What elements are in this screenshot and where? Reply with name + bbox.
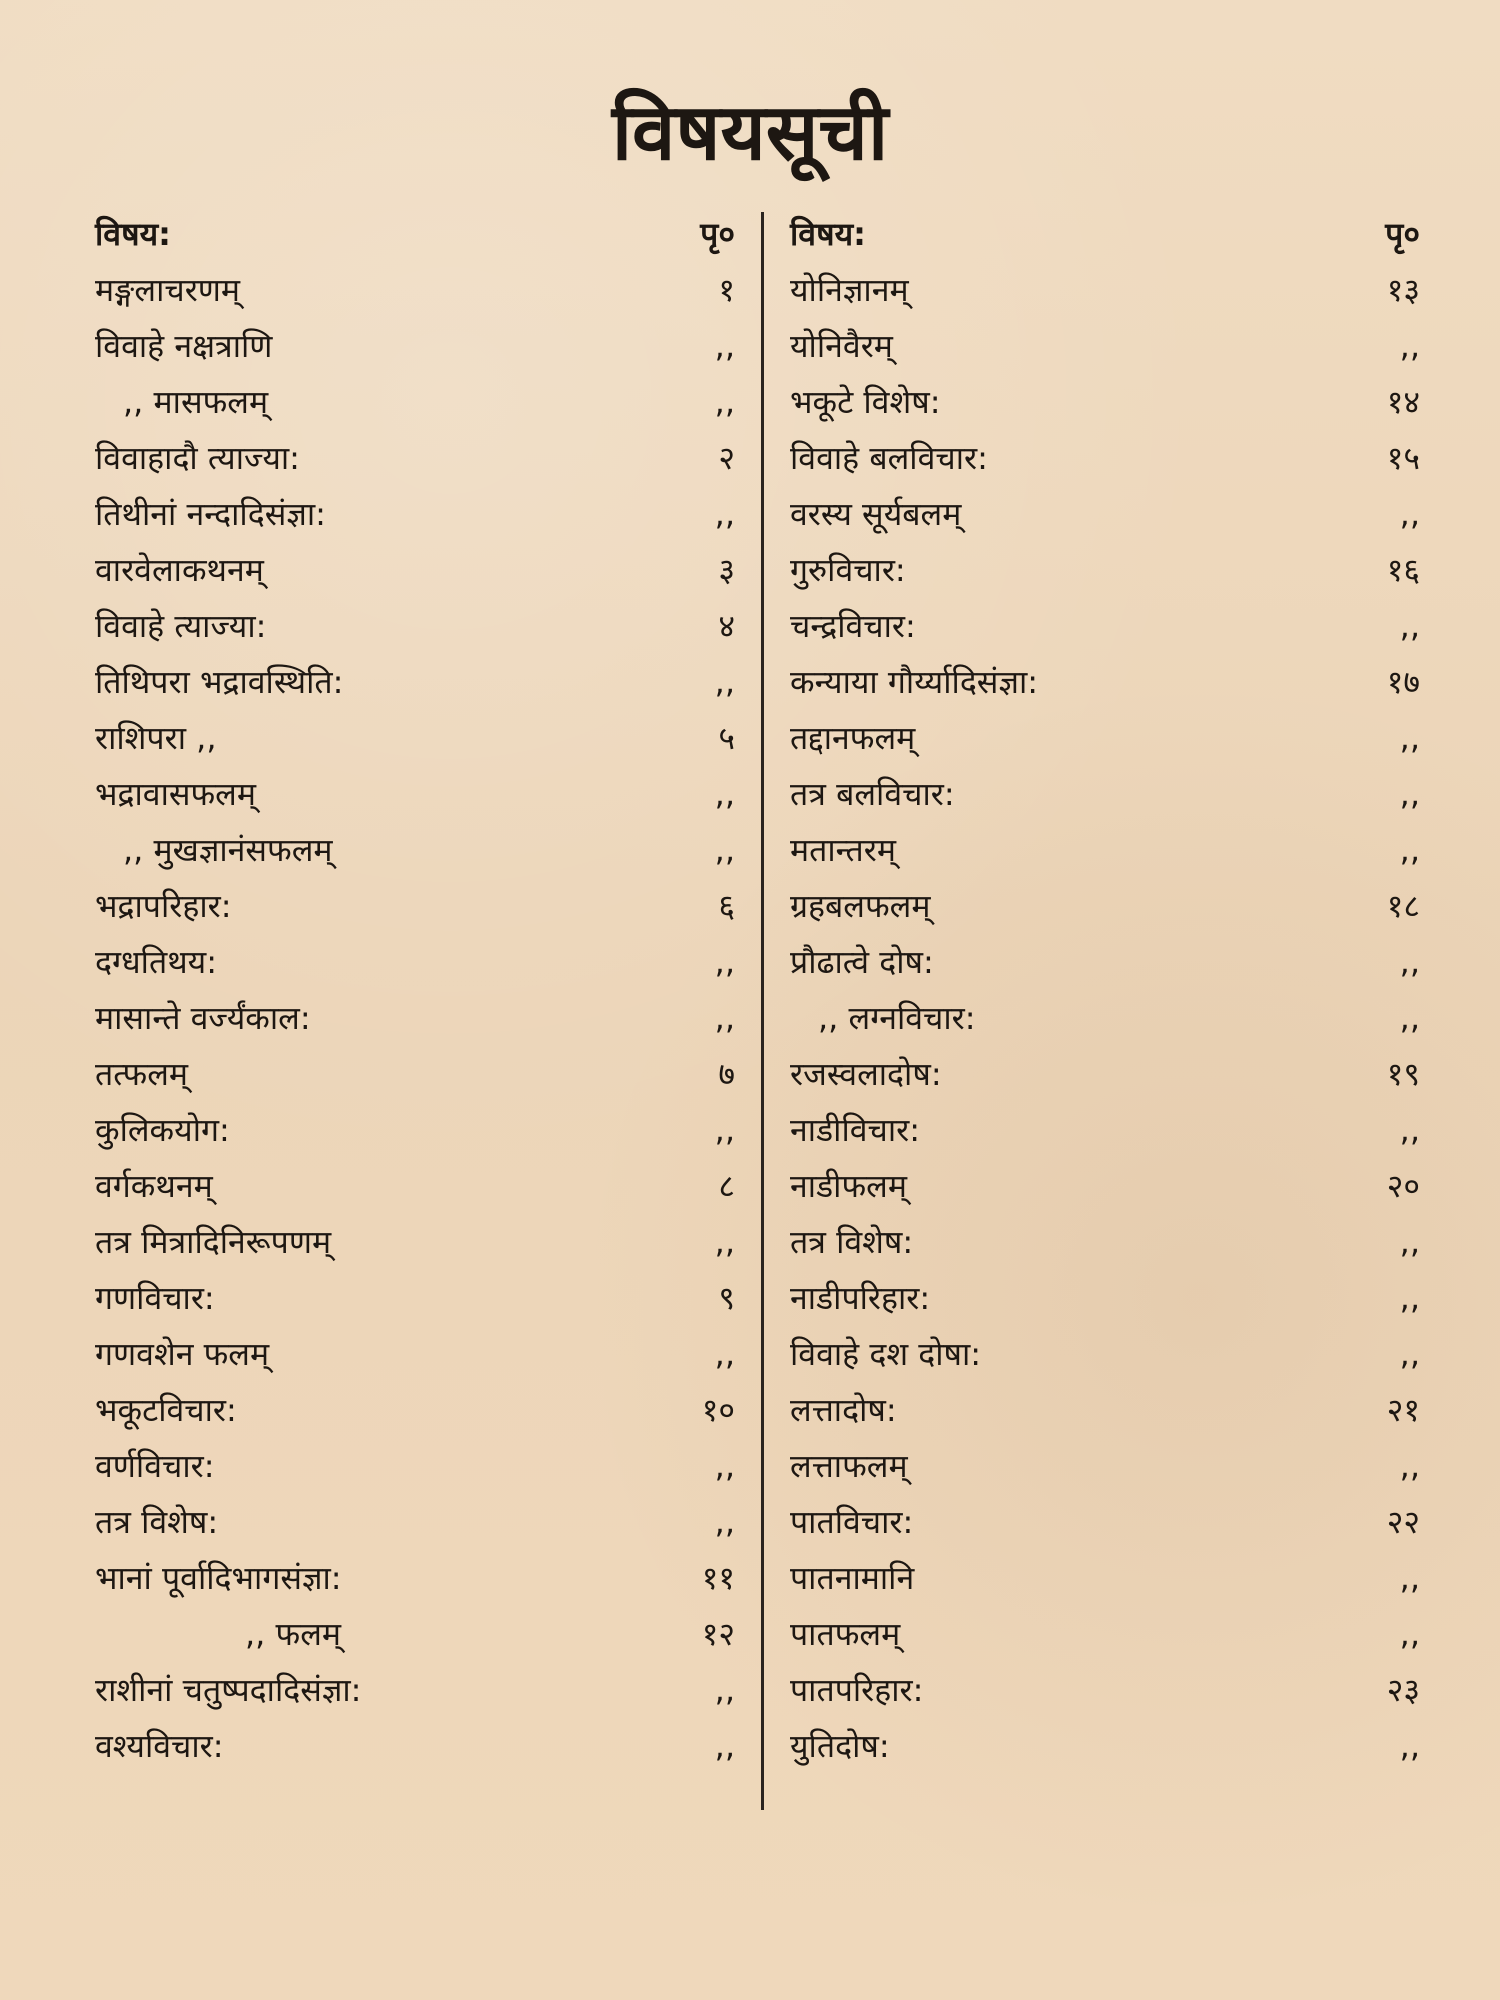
left-entry-13-label: दग्धतिथय:	[95, 943, 217, 981]
left-entry-12	[95, 880, 735, 932]
right-entry-10-page: ,,	[1399, 775, 1420, 813]
right-entry-19-label: नाडीपरिहार:	[790, 1279, 931, 1317]
left-entry-3-label: ,, मासफलम्	[123, 383, 269, 421]
left-entry-16	[95, 1104, 735, 1156]
right-entry-26-label: पातपरिहार:	[790, 1671, 924, 1709]
right-entry-10-label: तत्र बलविचार:	[790, 775, 955, 813]
left-entry-17	[95, 1160, 735, 1212]
left-entry-23-label: तत्र विशेष:	[95, 1503, 219, 1541]
right-entry-11	[790, 824, 1420, 876]
right-entry-14	[790, 992, 1420, 1044]
right-entry-1-label: योनिज्ञानम्	[790, 271, 909, 309]
left-entry-9-page: ५	[718, 719, 735, 757]
right-entry-9-page: ,,	[1399, 719, 1420, 757]
right-subject-header: विषय:	[790, 215, 866, 253]
right-entry-11-page: ,,	[1399, 831, 1420, 869]
left-entry-2-label: विवाहे नक्षत्राणि	[95, 327, 273, 365]
right-entry-15	[790, 1048, 1420, 1100]
right-entry-20-page: ,,	[1399, 1335, 1420, 1373]
left-page-header: पृ०	[700, 215, 735, 253]
right-entry-24-label: पातनामानि	[790, 1559, 915, 1597]
left-entry-14	[95, 992, 735, 1044]
left-entry-27	[95, 1720, 735, 1772]
left-entry-4	[95, 432, 735, 484]
right-entry-23-page: २२	[1386, 1503, 1420, 1541]
left-entry-27-page: ,,	[714, 1727, 735, 1765]
right-entry-1-page: १३	[1386, 271, 1420, 309]
left-entry-19-page: ९	[718, 1279, 735, 1317]
right-entry-3-label: भकूटे विशेष:	[790, 383, 941, 421]
left-entry-8-label: तिथिपरा भद्रावस्थिति:	[95, 663, 344, 701]
left-entry-22-page: ,,	[714, 1447, 735, 1485]
left-entry-21-page: १०	[701, 1391, 735, 1429]
right-entry-21	[790, 1384, 1420, 1436]
left-entry-22	[95, 1440, 735, 1492]
right-entry-22-label: लत्ताफलम्	[790, 1447, 908, 1485]
left-entry-19-label: गणविचार:	[95, 1279, 215, 1317]
right-entry-11-label: मतान्तरम्	[790, 831, 896, 869]
right-entry-7-label: चन्द्रविचार:	[790, 607, 916, 645]
right-entry-12	[790, 880, 1420, 932]
left-entry-25-label: ,, फलम्	[245, 1615, 342, 1653]
right-entry-10	[790, 768, 1420, 820]
right-entry-22-page: ,,	[1399, 1447, 1420, 1485]
right-entry-17-label: नाडीफलम्	[790, 1167, 907, 1205]
right-entry-23	[790, 1496, 1420, 1548]
right-entry-7-page: ,,	[1399, 607, 1420, 645]
left-entry-24	[95, 1552, 735, 1604]
left-entry-4-label: विवाहादौ त्याज्या:	[95, 439, 300, 477]
left-entry-16-label: कुलिकयोग:	[95, 1111, 230, 1149]
right-entry-15-label: रजस्वलादोष:	[790, 1055, 942, 1093]
right-entry-27-label: युतिदोष:	[790, 1727, 890, 1765]
left-entry-11-label: ,, मुखज्ञानंसफलम्	[123, 831, 333, 869]
page-title: विषयसूची	[611, 88, 889, 178]
left-entry-6	[95, 544, 735, 596]
left-entry-1-page: १	[718, 271, 735, 309]
right-entry-24-page: ,,	[1399, 1559, 1420, 1597]
left-entry-7	[95, 600, 735, 652]
left-entry-15-label: तत्फलम्	[95, 1055, 189, 1093]
left-entry-27-label: वश्यविचार:	[95, 1727, 224, 1765]
right-entry-20	[790, 1328, 1420, 1380]
left-entry-25	[95, 1608, 735, 1660]
left-entry-18	[95, 1216, 735, 1268]
left-entry-5-page: ,,	[714, 495, 735, 533]
right-entry-22	[790, 1440, 1420, 1492]
right-entry-9	[790, 712, 1420, 764]
left-entry-7-page: ४	[718, 607, 735, 645]
right-entry-21-label: लत्तादोष:	[790, 1391, 897, 1429]
right-entry-3-page: १४	[1386, 383, 1420, 421]
left-entry-22-label: वर्णविचार:	[95, 1447, 215, 1485]
left-entry-11-page: ,,	[714, 831, 735, 869]
left-entry-13-page: ,,	[714, 943, 735, 981]
left-entry-1	[95, 264, 735, 316]
left-entry-5-label: तिथीनां नन्दादिसंज्ञा:	[95, 495, 326, 533]
right-page-header: पृ०	[1385, 215, 1420, 253]
left-entry-15	[95, 1048, 735, 1100]
right-entry-21-page: २१	[1386, 1391, 1420, 1429]
left-entry-26	[95, 1664, 735, 1716]
right-entry-8	[790, 656, 1420, 708]
left-entry-26-page: ,,	[714, 1671, 735, 1709]
left-entry-15-page: ७	[718, 1055, 735, 1093]
left-entry-24-page: ११	[701, 1559, 735, 1597]
right-entry-14-label: ,, लग्नविचार:	[818, 999, 976, 1037]
left-entry-10-label: भद्रावासफलम्	[95, 775, 256, 813]
left-entry-14-page: ,,	[714, 999, 735, 1037]
column-divider	[761, 212, 764, 1810]
right-entry-26	[790, 1664, 1420, 1716]
left-entry-19	[95, 1272, 735, 1324]
left-entry-7-label: विवाहे त्याज्या:	[95, 607, 267, 645]
right-entry-4	[790, 432, 1420, 484]
left-entry-2-page: ,,	[714, 327, 735, 365]
right-entry-6-label: गुरुविचार:	[790, 551, 906, 589]
right-entry-27-page: ,,	[1399, 1727, 1420, 1765]
left-entry-12-page: ६	[718, 887, 735, 925]
right-entry-13-label: प्रौढात्वे दोष:	[790, 943, 934, 981]
right-entry-5-label: वरस्य सूर्यबलम्	[790, 495, 962, 533]
right-entry-25	[790, 1608, 1420, 1660]
right-entry-8-label: कन्याया गौर्य्यादिसंज्ञा:	[790, 663, 1039, 701]
left-entry-20-page: ,,	[714, 1335, 735, 1373]
left-entry-17-page: ८	[718, 1167, 735, 1205]
right-entry-4-label: विवाहे बलविचार:	[790, 439, 988, 477]
right-entry-18-page: ,,	[1399, 1223, 1420, 1261]
left-header-row	[95, 208, 735, 260]
right-entry-13-page: ,,	[1399, 943, 1420, 981]
left-entry-13	[95, 936, 735, 988]
right-entry-1	[790, 264, 1420, 316]
left-entry-24-label: भानां पूर्वादिभागसंज्ञा:	[95, 1559, 342, 1597]
right-entry-19	[790, 1272, 1420, 1324]
right-entry-13	[790, 936, 1420, 988]
left-entry-10	[95, 768, 735, 820]
left-entry-20-label: गणवशेन फलम्	[95, 1335, 270, 1373]
right-entry-20-label: विवाहे दश दोषा:	[790, 1335, 982, 1373]
right-entry-17	[790, 1160, 1420, 1212]
right-entry-24	[790, 1552, 1420, 1604]
left-entry-16-page: ,,	[714, 1111, 735, 1149]
right-entry-26-page: २३	[1386, 1671, 1420, 1709]
left-entry-26-label: राशीनां चतुष्पदादिसंज्ञा:	[95, 1671, 362, 1709]
right-entry-15-page: १९	[1386, 1055, 1420, 1093]
left-entry-18-label: तत्र मित्रादिनिरूपणम्	[95, 1223, 332, 1261]
left-entry-21	[95, 1384, 735, 1436]
right-entry-5-page: ,,	[1399, 495, 1420, 533]
right-entry-16	[790, 1104, 1420, 1156]
left-entry-9	[95, 712, 735, 764]
left-entry-6-page: ३	[718, 551, 735, 589]
left-entry-14-label: मासान्ते वर्ज्यंकाल:	[95, 999, 311, 1037]
left-entry-3-page: ,,	[714, 383, 735, 421]
left-entry-23-page: ,,	[714, 1503, 735, 1541]
right-entry-23-label: पातविचार:	[790, 1503, 914, 1541]
right-entry-3	[790, 376, 1420, 428]
right-entry-19-page: ,,	[1399, 1279, 1420, 1317]
right-entry-18-label: तत्र विशेष:	[790, 1223, 914, 1261]
left-entry-3	[95, 376, 735, 428]
right-entry-9-label: तद्दानफलम्	[790, 719, 916, 757]
left-entry-9-label: राशिपरा ,,	[95, 719, 217, 757]
left-entry-21-label: भकूटविचार:	[95, 1391, 237, 1429]
right-entry-7	[790, 600, 1420, 652]
right-entry-2-label: योनिवैरम्	[790, 327, 893, 365]
right-entry-18	[790, 1216, 1420, 1268]
left-subject-header: विषय:	[95, 215, 171, 253]
left-entry-1-label: मङ्गलाचरणम्	[95, 271, 241, 309]
left-entry-18-page: ,,	[714, 1223, 735, 1261]
left-entry-20	[95, 1328, 735, 1380]
left-entry-23	[95, 1496, 735, 1548]
left-entry-5	[95, 488, 735, 540]
left-entry-2	[95, 320, 735, 372]
right-entry-25-label: पातफलम्	[790, 1615, 901, 1653]
right-entry-12-page: १८	[1386, 887, 1420, 925]
left-entry-11	[95, 824, 735, 876]
right-header-row	[790, 208, 1420, 260]
left-entry-12-label: भद्रापरिहार:	[95, 887, 232, 925]
right-entry-2-page: ,,	[1399, 327, 1420, 365]
right-entry-17-page: २०	[1386, 1167, 1420, 1205]
right-entry-8-page: १७	[1386, 663, 1420, 701]
left-entry-25-page: १२	[701, 1615, 735, 1653]
right-entry-4-page: १५	[1386, 439, 1420, 477]
left-entry-17-label: वर्गकथनम्	[95, 1167, 213, 1205]
right-entry-27	[790, 1720, 1420, 1772]
right-entry-2	[790, 320, 1420, 372]
left-entry-4-page: २	[718, 439, 735, 477]
left-entry-6-label: वारवेलाकथनम्	[95, 551, 264, 589]
left-entry-8-page: ,,	[714, 663, 735, 701]
right-entry-14-page: ,,	[1399, 999, 1420, 1037]
right-entry-6	[790, 544, 1420, 596]
right-entry-16-label: नाडीविचार:	[790, 1111, 921, 1149]
left-entry-10-page: ,,	[714, 775, 735, 813]
right-entry-16-page: ,,	[1399, 1111, 1420, 1149]
right-entry-6-page: १६	[1386, 551, 1420, 589]
right-entry-5	[790, 488, 1420, 540]
right-entry-12-label: ग्रहबलफलम्	[790, 887, 931, 925]
right-entry-25-page: ,,	[1399, 1615, 1420, 1653]
left-entry-8	[95, 656, 735, 708]
